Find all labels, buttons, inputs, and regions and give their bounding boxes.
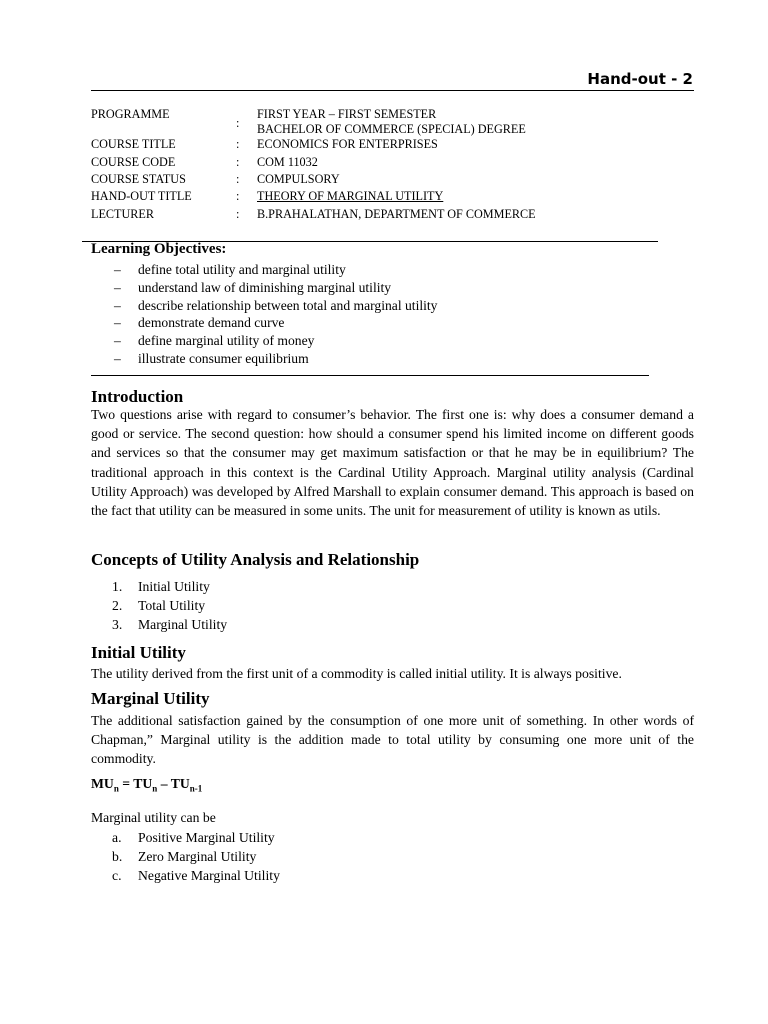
objectives-bottom-rule (91, 375, 649, 376)
meta-value: THEORY OF MARGINAL UTILITY (257, 189, 444, 203)
meta-colon: : (236, 155, 240, 169)
introduction-heading: Introduction (91, 387, 184, 406)
dash-bullet: – (114, 279, 121, 295)
list-item (114, 350, 437, 368)
meta-colon: : (236, 137, 240, 151)
meta-value: FIRST YEAR – FIRST SEMESTER (257, 107, 437, 121)
list-item (112, 577, 227, 596)
meta-label: COURSE TITLE (91, 137, 176, 151)
list-item (114, 261, 437, 279)
meta-value-line2: BACHELOR OF COMMERCE (SPECIAL) DEGREE (257, 122, 526, 136)
meta-colon: : (236, 189, 240, 203)
marginal-utility-heading: Marginal Utility (91, 689, 210, 708)
meta-value: COMPULSORY (257, 172, 340, 186)
objective-text: demonstrate demand curve (138, 315, 285, 331)
formula-subscript: n (113, 783, 119, 794)
formula-term: – TU (157, 776, 190, 791)
list-text: Positive Marginal Utility (138, 830, 275, 845)
dash-bullet: – (114, 297, 121, 313)
objective-text: define total utility and marginal utility (138, 262, 346, 277)
objectives-list (114, 261, 437, 368)
meta-value: B.PRAHALATHAN, DEPARTMENT OF COMMERCE (257, 207, 536, 221)
list-item (114, 279, 437, 297)
formula-term: MU (91, 776, 114, 791)
handout-number: Hand-out - 2 (587, 70, 693, 88)
list-item (114, 297, 437, 315)
list-letter: c. (112, 868, 122, 883)
list-number: 1. (112, 579, 123, 594)
meta-colon: : (236, 207, 240, 221)
dash-bullet: – (114, 333, 121, 349)
dash-bullet: – (114, 262, 121, 277)
concepts-heading: Concepts of Utility Analysis and Relationship (91, 550, 420, 569)
list-letter: b. (112, 849, 123, 864)
meta-colon: : (236, 116, 240, 130)
meta-colon: : (236, 172, 240, 186)
formula-subscript: n (152, 783, 158, 794)
list-text: Zero Marginal Utility (138, 849, 257, 864)
list-text: Negative Marginal Utility (138, 868, 280, 883)
list-text: Initial Utility (138, 579, 210, 594)
objectives-title: Learning Objectives: (91, 241, 227, 257)
marginal-utility-formula (91, 776, 202, 794)
objective-text: define marginal utility of money (138, 333, 315, 349)
objective-text: understand law of diminishing marginal utility (138, 279, 392, 295)
meta-value: COM 11032 (257, 155, 318, 169)
list-item (112, 615, 227, 634)
initial-utility-text: The utility derived from the first unit of a commodity is called initial utility. It is always positive. (91, 666, 622, 681)
initial-utility-heading: Initial Utility (91, 643, 186, 662)
list-letter: a. (112, 830, 122, 845)
meta-label: LECTURER (91, 207, 154, 221)
marginal-utility-types-list (112, 828, 280, 885)
list-item (114, 314, 437, 332)
list-item (112, 847, 280, 866)
formula-subscript: n-1 (189, 783, 203, 794)
dash-bullet: – (114, 350, 121, 366)
meta-value: ECONOMICS FOR ENTERPRISES (257, 137, 438, 151)
list-item (114, 332, 437, 350)
list-item (112, 596, 227, 615)
header-rule (91, 90, 694, 91)
concepts-list (112, 577, 227, 634)
formula-term: = TU (118, 776, 153, 791)
list-item (112, 866, 280, 885)
list-item (112, 828, 280, 847)
meta-label: PROGRAMME (91, 107, 170, 121)
list-number: 2. (112, 598, 123, 613)
objective-text: illustrate consumer equilibrium (138, 350, 309, 366)
dash-bullet: – (114, 315, 121, 331)
meta-label: COURSE STATUS (91, 172, 186, 186)
introduction-text: Two questions arise with regard to consumer’s behavior. The first one is: why does a consumer demand a good or service. The second question: how should a consumer spend his limited income on different goods and services so that the consumer may get maximum satisfaction or that he may be in equilibrium? The traditional approach in this context is the Cardinal Utility Approach. Marginal utility analysis (Cardinal Utility Approach) was developed by Alfred Marshall to explain consumer demand. This approach is based on the fact that utility can be measured in some units. The unit for measurement of utility is known as utils. (91, 407, 694, 519)
list-text: Marginal Utility (138, 617, 228, 632)
list-number: 3. (112, 617, 123, 632)
meta-label: HAND-OUT TITLE (91, 189, 192, 203)
objective-text: describe relationship between total and marginal utility (138, 297, 438, 313)
marginal-utility-can-be: Marginal utility can be (91, 810, 216, 825)
meta-label: COURSE CODE (91, 155, 176, 169)
list-text: Total Utility (138, 598, 206, 613)
marginal-utility-text: The additional satisfaction gained by the consumption of one more unit of something. In other words of Chapman,” Marginal utility is the addition made to total utility by consuming one more unit of the commodity. (91, 713, 694, 767)
